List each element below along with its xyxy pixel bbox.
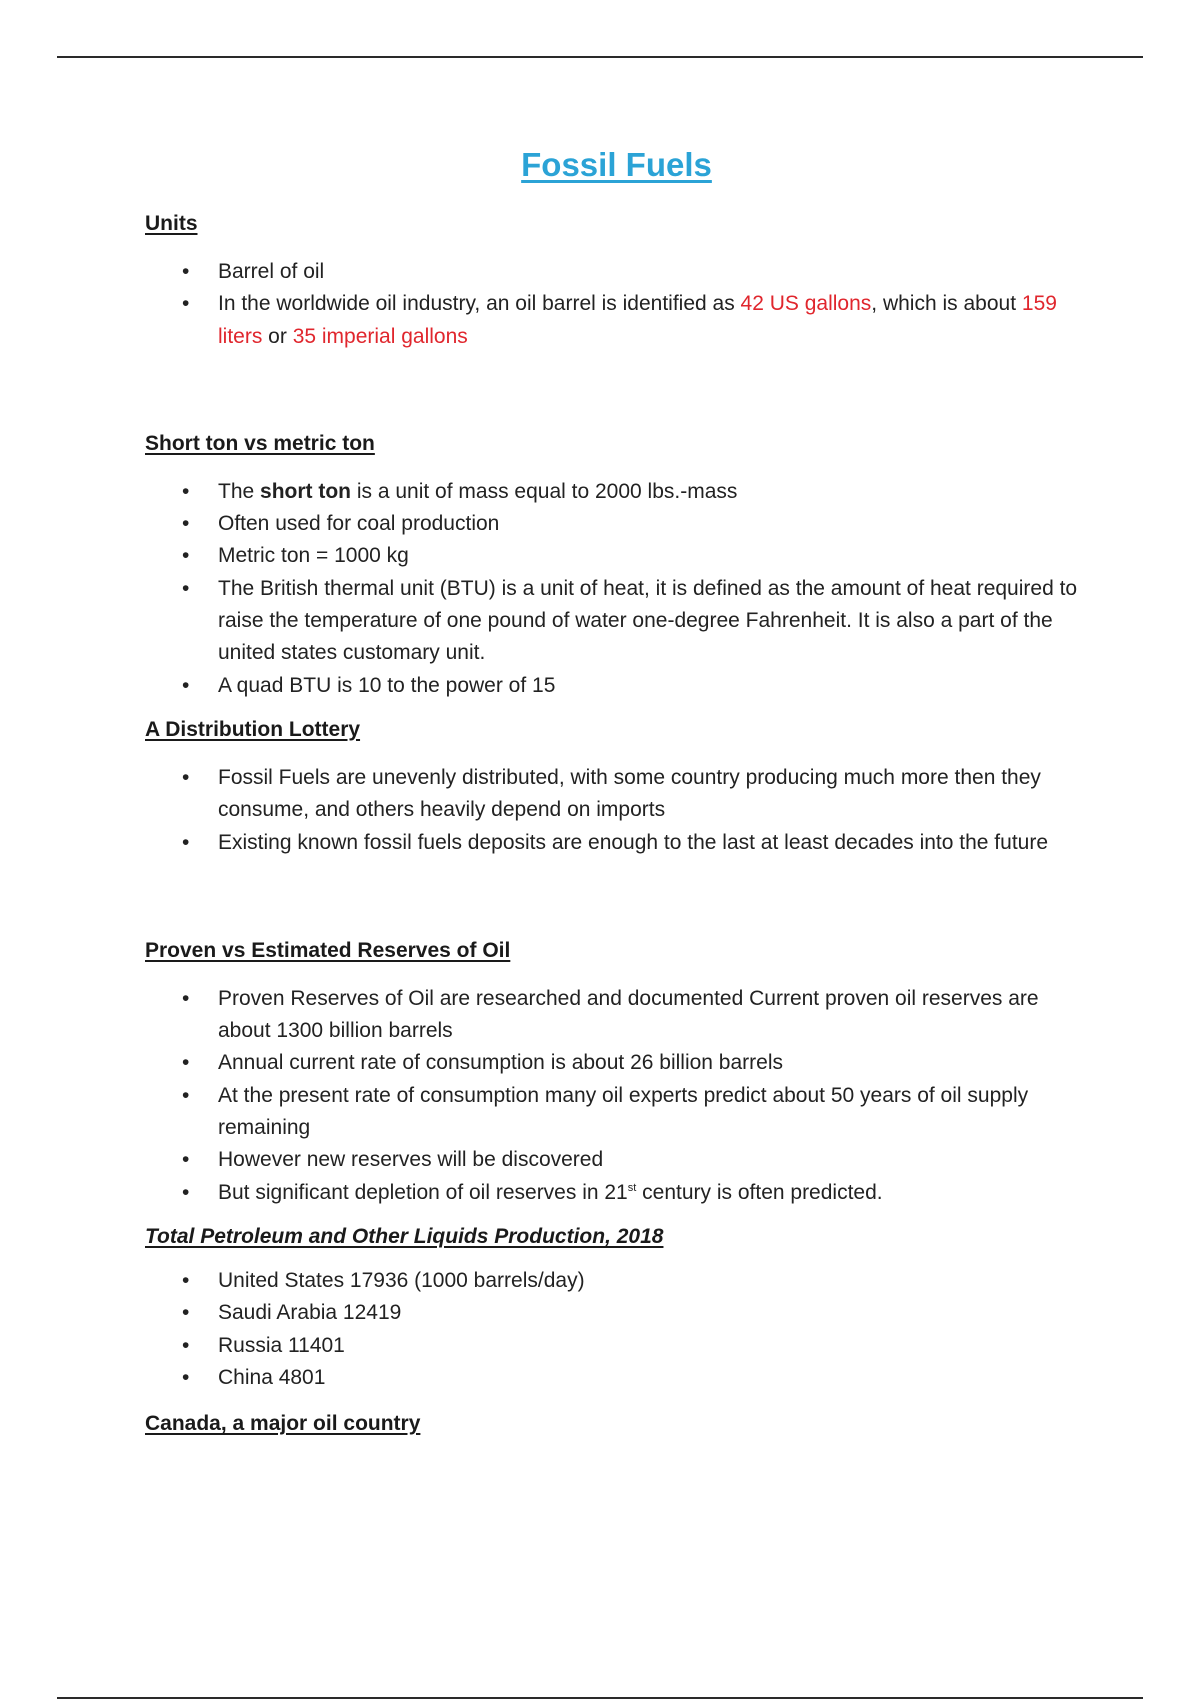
section-heading-reserves: Proven vs Estimated Reserves of Oil [145, 938, 511, 962]
bullet-icon: • [182, 576, 190, 600]
list-item: • Saudi Arabia 12419 [145, 1297, 1095, 1329]
bottom-rule [57, 1697, 1143, 1699]
bullet-icon: • [182, 1148, 190, 1172]
list-item: • At the present rate of consumption many oil experts predict about 50 years of oil supply remaining [145, 1080, 1095, 1145]
tons-list [145, 476, 1095, 702]
bullet-icon: • [182, 1051, 190, 1075]
lottery-list [145, 762, 1095, 859]
bullet-icon: • [182, 479, 190, 503]
list-item: • Existing known fossil fuels deposits are enough to the last at least decades into the future [145, 827, 1095, 859]
bullet-icon: • [182, 1333, 190, 1357]
bullet-icon: • [182, 1083, 190, 1107]
list-item: • A quad BTU is 10 to the power of 15 [145, 670, 1095, 702]
bullet-icon: • [182, 986, 190, 1010]
bullet-icon: • [182, 1180, 190, 1204]
list-item: • Barrel of oil [145, 256, 1095, 288]
bullet-icon: • [182, 830, 190, 854]
list-item: • Russia 11401 [145, 1330, 1095, 1362]
section-heading-units: Units [145, 212, 198, 235]
section-heading-tons: Short ton vs metric ton [145, 431, 375, 455]
reserves-list [145, 983, 1095, 1209]
section-heading-production: Total Petroleum and Other Liquids Production, 2018 [145, 1224, 664, 1248]
section-canada [145, 1408, 1095, 1440]
highlight-us-gallons: 42 US gallons [740, 292, 872, 316]
list-item: • Often used for coal production [145, 508, 1095, 540]
bullet-icon: • [182, 1301, 190, 1325]
units-list [145, 256, 1095, 353]
bullet-icon: • [182, 512, 190, 536]
section-production [145, 1221, 1095, 1394]
section-units [145, 208, 1095, 353]
bullet-icon: • [182, 544, 190, 568]
bullet-icon: • [182, 765, 190, 789]
term-short-ton: short ton [260, 479, 352, 503]
production-list [145, 1265, 1095, 1394]
bullet-icon: • [182, 260, 190, 283]
bullet-icon: • [182, 292, 190, 316]
section-heading-lottery: A Distribution Lottery [145, 717, 361, 741]
list-item: • However new reserves will be discovered [145, 1144, 1095, 1176]
bullet-icon: • [182, 1365, 190, 1389]
section-tons [145, 428, 1095, 702]
bullet-icon: • [182, 673, 190, 697]
list-item: • China 4801 [145, 1362, 1095, 1394]
top-rule [57, 56, 1143, 58]
list-item: • In the worldwide oil industry, an oil barrel is identified as 42 US gallons, which is about 159 liters or 35 imperial gallons [145, 288, 1095, 353]
list-item: • The British thermal unit (BTU) is a unit of heat, it is defined as the amount of heat required to raise the temperature of one pound of water one-degree Fahrenheit. It is also a part of the united states customary unit. [145, 573, 1095, 670]
section-reserves [145, 935, 1095, 1209]
document-body [145, 208, 1095, 1440]
page-title: Fossil Fuels [521, 146, 712, 183]
list-item: • But significant depletion of oil reserves in 21st century is often predicted. [145, 1177, 1095, 1209]
highlight-imperial-gallons: 35 imperial gallons [292, 324, 468, 348]
list-item: • Metric ton = 1000 kg [145, 540, 1095, 572]
list-item: • Proven Reserves of Oil are researched and documented Current proven oil reserves are about 1300 billion barrels [145, 983, 1095, 1048]
section-lottery [145, 714, 1095, 859]
list-item: • The short ton is a unit of mass equal to 2000 lbs.-mass [145, 476, 1095, 508]
section-heading-canada: Canada, a major oil country [145, 1412, 421, 1436]
list-item: • Annual current rate of consumption is about 26 billion barrels [145, 1047, 1095, 1079]
list-item: • Fossil Fuels are unevenly distributed, with some country producing much more then they consume, and others heavily depend on imports [145, 762, 1095, 827]
list-item: • United States 17936 (1000 barrels/day) [145, 1265, 1095, 1297]
highlight-liters: 159 liters [218, 292, 1057, 348]
bullet-icon: • [182, 1268, 190, 1292]
